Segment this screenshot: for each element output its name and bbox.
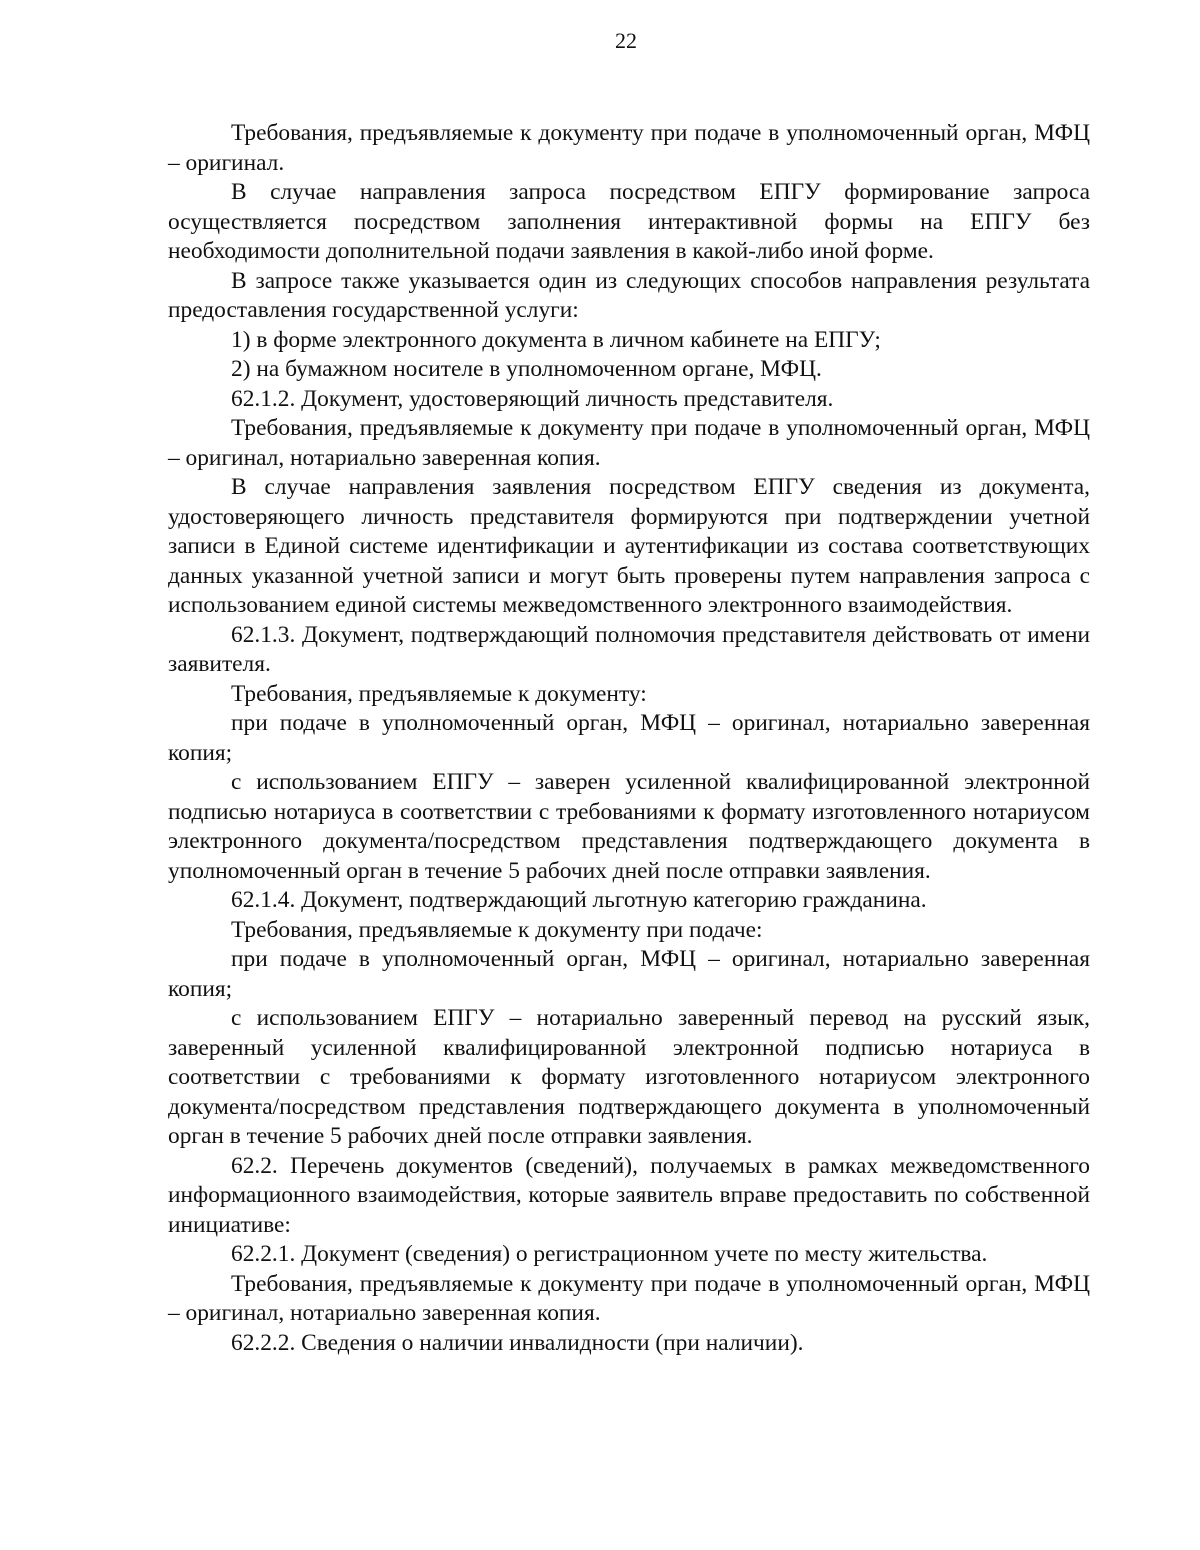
paragraph: Требования, предъявляемые к документу при подаче в уполномоченный орган, МФЦ – оригинал, нотариально заверенная копия. [168,415,1090,471]
section-heading: 62.2.2. Сведения о наличии инвалидности (при наличии). [231,1329,804,1356]
paragraph: при подаче в уполномоченный орган, МФЦ – оригинал, нотариально заверенная копия; [168,710,1090,766]
document-body [168,119,1090,1358]
list-item: 2) на бумажном носителе в уполномоченном органе, МФЦ. [231,356,822,382]
section-heading: 62.2.1. Документ (сведения) о регистрационном учете по месту жительства. [231,1241,988,1267]
section-heading: 62.2. Перечень документов (сведений), получаемых в рамках межведомственного информационного взаимодействия, которые заявитель вправе предоставить по собственной инициативе: [168,1152,1090,1238]
paragraph: Требования, предъявляемые к документу при подаче: [231,916,763,943]
paragraph: Требования, предъявляемые к документу при подаче в уполномоченный орган, МФЦ – оригинал, нотариально заверенная копия. [168,1270,1090,1326]
paragraph: Требования, предъявляемые к документу при подаче в уполномоченный орган, МФЦ – оригинал. [168,120,1090,176]
section-heading: 62.1.2. Документ, удостоверяющий личность представителя. [231,385,834,412]
section-heading: 62.1.3. Документ, подтверждающий полномочия представителя действовать от имени заявителя. [168,621,1090,677]
page-number: 22 [615,28,637,53]
paragraph: Требования, предъявляемые к документу: [231,680,647,707]
section-heading: 62.1.4. Документ, подтверждающий льготную категорию гражданина. [231,887,927,913]
paragraph: с использованием ЕПГУ – нотариально заверенный перевод на русский язык, заверенный усиленной квалифицированной электронной подписью нотариуса в соответствии с требованиями к формату изготовленного нотариусом электронного документа/посредством представления подтверждающего документа в уполномоченный орган в течение 5 рабочих дней после отправки заявления. [168,1005,1090,1149]
paragraph: В случае направления заявления посредством ЕПГУ сведения из документа, удостоверяющего личность представителя формируются при подтверждении учетной записи в Единой системе идентификации и аутентификации из состава соответствующих данных указанной учетной записи и могут быть проверены путем направления запроса с использованием единой системы межведомственного электронного взаимодействия. [168,474,1090,618]
paragraph: В случае направления запроса посредством ЕПГУ формирование запроса осуществляется посредством заполнения интерактивной формы на ЕПГУ без необходимости дополнительной подачи заявления в какой-либо иной форме. [168,179,1090,264]
list-item: 1) в форме электронного документа в личном кабинете на ЕПГУ; [231,326,881,353]
paragraph: при подаче в уполномоченный орган, МФЦ – оригинал, нотариально заверенная копия; [168,946,1090,1002]
paragraph: с использованием ЕПГУ – заверен усиленной квалифицированной электронной подписью нотариуса в соответствии с требованиями к формату изготовленного нотариусом электронного документа/посредством представления подтверждающего документа в уполномоченный орган в течение 5 рабочих дней после отправки заявления. [168,769,1090,884]
paragraph: В запросе также указывается один из следующих способов направления результата предоставления государственной услуги: [168,267,1090,323]
